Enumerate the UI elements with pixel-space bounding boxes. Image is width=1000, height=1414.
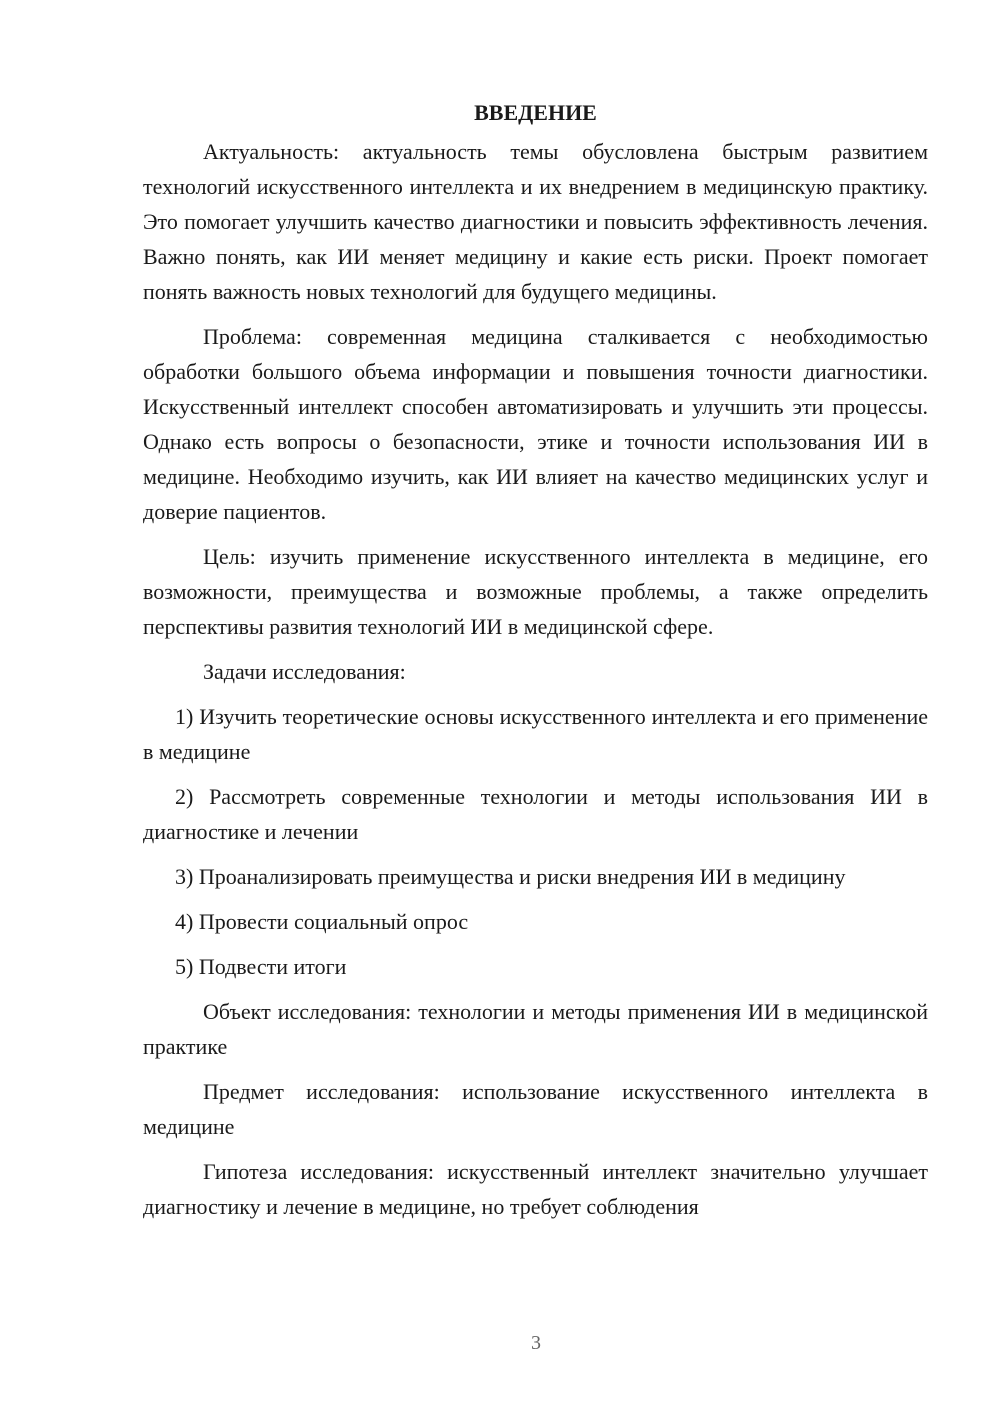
paragraph-tasks-heading: Задачи исследования: (203, 659, 406, 684)
paragraph-hypothesis: Гипотеза исследования: искусственный интеллект значительно улучшает диагностику и лечение в медицине, но требует соблюдения (143, 1159, 928, 1219)
document-page (143, 95, 928, 1234)
paragraph-goal: Цель: изучить применение искусственного интеллекта в медицине, его возможности, преимущества и возможные проблемы, а также определить перспективы развития технологий ИИ в медицинской сфере. (143, 544, 928, 639)
paragraph-problem: Проблема: современная медицина сталкивается с необходимостью обработки большого объема информации и повышения точности диагностики. Искусственный интеллект способен автоматизировать и улучшить эти процессы. Однако есть вопросы о безопасности, этике и точности использования ИИ в медицине. Необходимо изучить, как ИИ влияет на качество медицинских услуг и доверие пациентов. (143, 324, 928, 524)
task-item: 5) Подвести итоги (175, 954, 347, 979)
task-item: 1) Изучить теоретические основы искусственного интеллекта и его применение в медицине (143, 704, 928, 764)
page-title: ВВЕДЕНИЕ (474, 100, 597, 125)
paragraph-object: Объект исследования: технологии и методы применения ИИ в медицинской практике (143, 999, 928, 1059)
task-item: 2) Рассмотреть современные технологии и методы использования ИИ в диагностике и лечении (143, 784, 928, 844)
task-item: 3) Проанализировать преимущества и риски внедрения ИИ в медицину (175, 864, 846, 889)
paragraph-subject: Предмет исследования: использование искусственного интеллекта в медицине (143, 1079, 928, 1139)
paragraph-relevance: Актуальность: актуальность темы обусловлена быстрым развитием технологий искусственного интеллекта и их внедрением в медицинскую практику. Это помогает улучшить качество диагностики и повысить эффективность лечения. Важно понять, как ИИ меняет медицину и какие есть риски. Проект помогает понять важность новых технологий для будущего медицины. (143, 139, 928, 304)
page-number: 3 (531, 1332, 541, 1354)
task-item: 4) Провести социальный опрос (175, 909, 469, 934)
